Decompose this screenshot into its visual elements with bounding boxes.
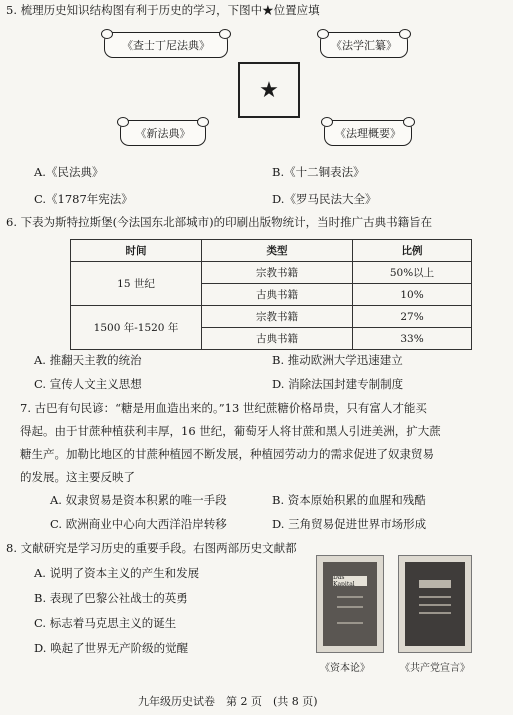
q6-option-c[interactable]: C. 宣传人文主义思想: [34, 377, 142, 391]
communist-manifesto-cover-image: [398, 555, 472, 653]
print-stats-table: [70, 239, 472, 350]
q7-option-d[interactable]: D. 三角贸易促进世界市场形成: [272, 517, 427, 531]
table-row: [71, 262, 472, 284]
q7-option-c[interactable]: C. 欧洲商业中心向大西洋沿岸转移: [50, 517, 227, 531]
header-time: 时间: [71, 240, 202, 262]
cell-type: 古典书籍: [202, 284, 353, 306]
q7-line-1: 7. 古巴有句民谚：“糖是用血造出来的。”13 世纪蔗糖价格昂贵，只有富人才能买: [20, 401, 427, 415]
q7-line-3: 糖生产。加勒比地区的甘蔗种植园不断发展，种植园劳动力的需求促进了奴隶贸易: [20, 447, 434, 461]
cell-ratio: 10%: [353, 284, 472, 306]
q5-stem: 5. 梳理历史知识结构图有利于历史的学习，下图中★位置应填: [6, 3, 320, 17]
cell-ratio: 33%: [353, 328, 472, 350]
cell-type: 宗教书籍: [202, 306, 353, 328]
diagram-box-novels: [120, 120, 206, 146]
q8-option-c[interactable]: C. 标志着马克思主义的诞生: [34, 616, 177, 630]
table-header-row: [71, 240, 472, 262]
book-title-label: Das Kapital: [333, 576, 367, 586]
cell-ratio: 27%: [353, 306, 472, 328]
q7-line-4: 的发展。这主要反映了: [20, 470, 135, 484]
star-box: [238, 62, 300, 118]
box-label: 《新法典》: [135, 127, 191, 140]
cell-ratio: 50%以上: [353, 262, 472, 284]
q6-option-d[interactable]: D. 消除法国封建专制制度: [272, 377, 404, 391]
das-kapital-cover-image: [316, 555, 384, 653]
q5-option-a[interactable]: A.《民法典》: [34, 165, 104, 179]
diagram-box-digest: [320, 32, 408, 58]
q7-option-a[interactable]: A. 奴隶贸易是资本积累的唯一手段: [50, 493, 227, 507]
box-label: 《法学汇纂》: [331, 39, 397, 52]
diagram-box-justinian-code: [104, 32, 228, 58]
q5-option-b[interactable]: B.《十二铜表法》: [272, 165, 365, 179]
cell-time: 15 世纪: [71, 262, 202, 306]
q6-option-a[interactable]: A. 推翻天主教的统治: [34, 353, 142, 367]
q5-option-d[interactable]: D.《罗马民法大全》: [272, 192, 377, 206]
q8-stem: 8. 文献研究是学习历史的重要手段。右图两部历史文献都: [6, 541, 297, 555]
q8-option-d[interactable]: D. 唤起了世界无产阶级的觉醒: [34, 641, 189, 655]
communist-manifesto-caption: 《共产党宣言》: [400, 663, 470, 674]
header-type: 类型: [202, 240, 353, 262]
diagram-box-institutes: [324, 120, 412, 146]
q7-option-b[interactable]: B. 资本原始积累的血腥和残酷: [272, 493, 426, 507]
q6-option-b[interactable]: B. 推动欧洲大学迅速建立: [272, 353, 403, 367]
box-label: 《查士丁尼法典》: [122, 39, 210, 52]
header-ratio: 比例: [353, 240, 472, 262]
q8-option-b[interactable]: B. 表现了巴黎公社战士的英勇: [34, 591, 188, 605]
cell-type: 宗教书籍: [202, 262, 353, 284]
das-kapital-caption: 《资本论》: [320, 663, 370, 674]
box-label: 《法理概要》: [335, 127, 401, 140]
page-footer: 九年级历史试卷 第 2 页 (共 8 页): [138, 695, 318, 708]
q8-option-a[interactable]: A. 说明了资本主义的产生和发展: [34, 566, 200, 580]
cell-time: 1500 年-1520 年: [71, 306, 202, 350]
q6-stem: 6. 下表为斯特拉斯堡(今法国东北部城市)的印刷出版物统计，当时推广古典书籍旨在: [6, 215, 433, 229]
q7-line-2: 得起。由于甘蔗种植获利丰厚，16 世纪，葡萄牙人将甘蔗和黑人引进美洲，扩大蔗: [20, 424, 441, 438]
star-icon: ★: [259, 77, 279, 103]
q5-option-c[interactable]: C.《1787年宪法》: [34, 192, 133, 206]
cell-type: 古典书籍: [202, 328, 353, 350]
table-row: [71, 306, 472, 328]
